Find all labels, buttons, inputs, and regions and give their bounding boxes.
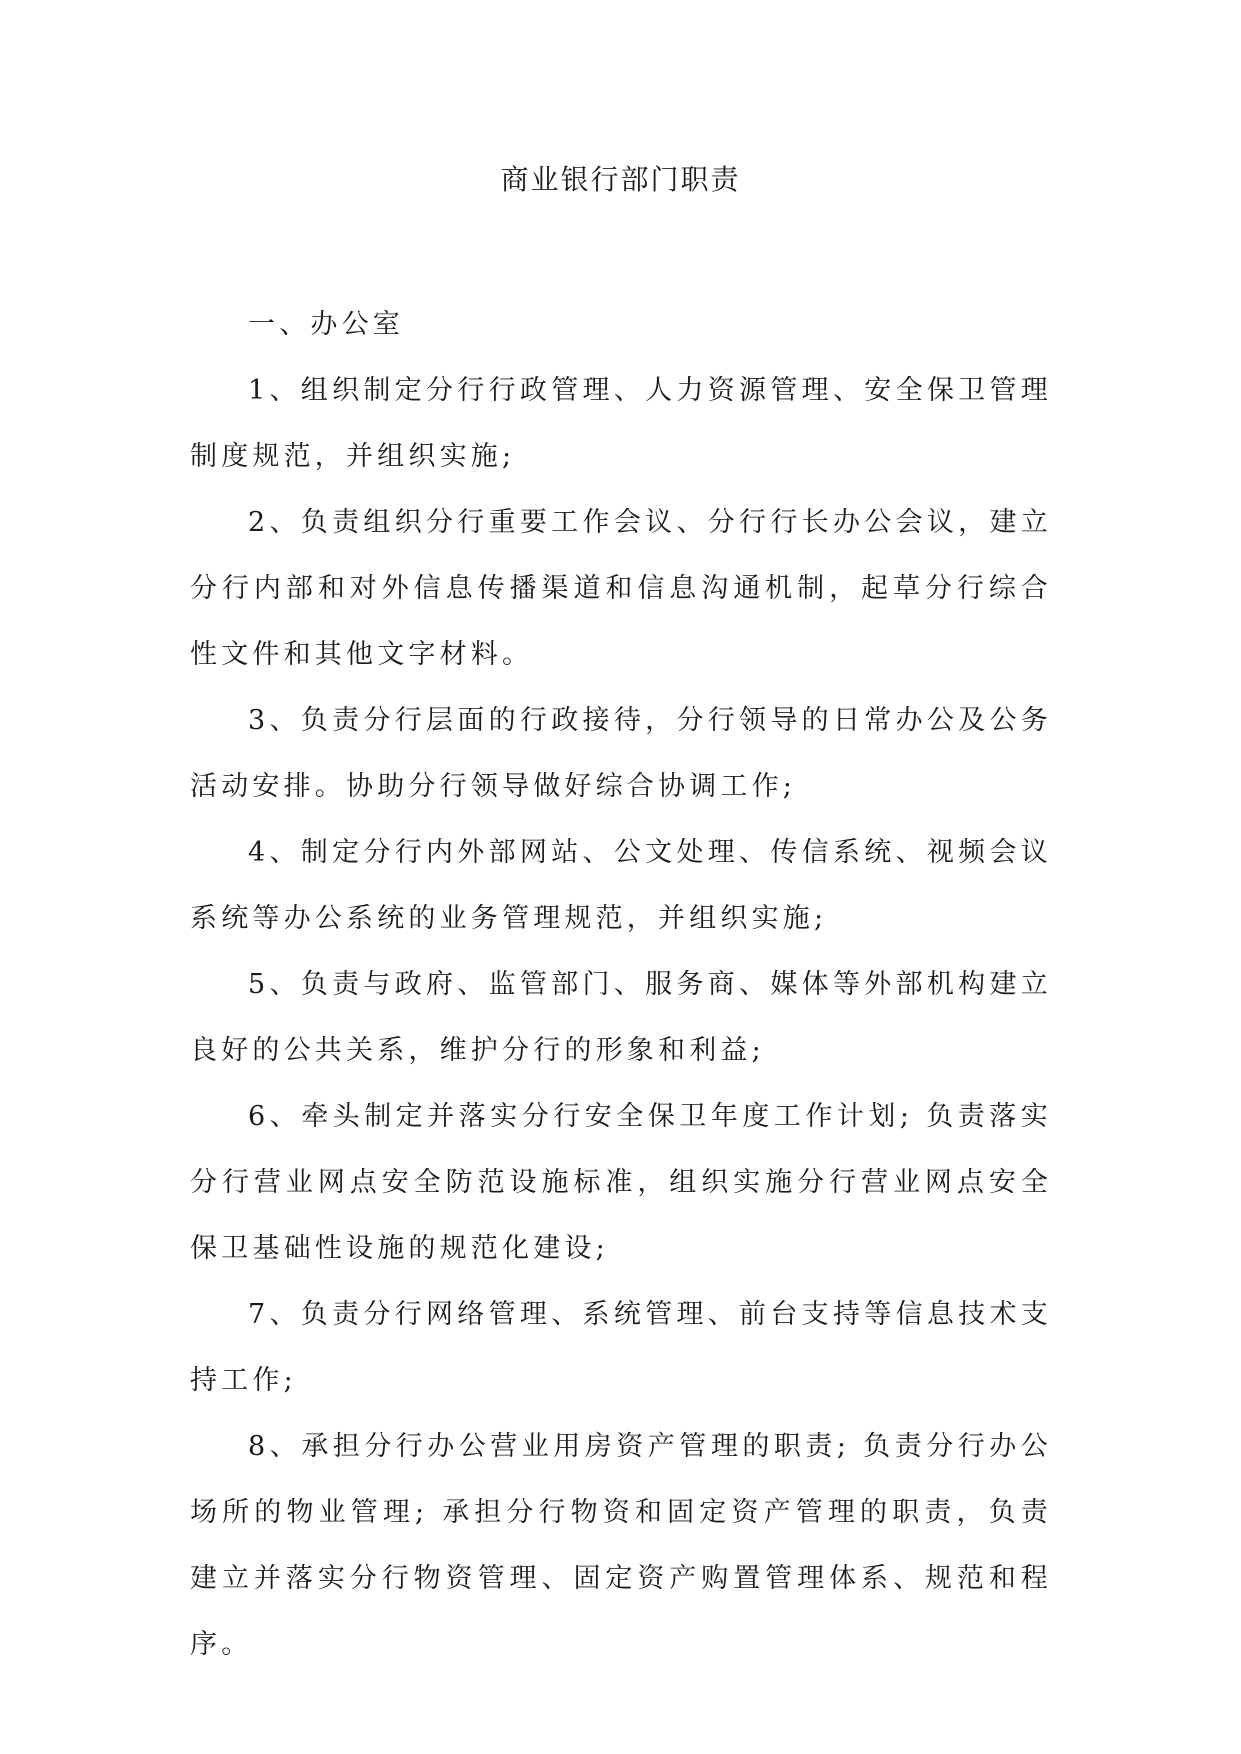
duty-item-7: 7、负责分行网络管理、系统管理、前台支持等信息技术支持工作; [190, 1299, 1052, 1396]
page-title: 商业银行部门职责 [500, 163, 741, 196]
duty-item-4: 4、制定分行内外部网站、公文处理、传信系统、视频会议系统等办公系统的业务管理规范，并组织实施; [190, 837, 1052, 934]
document-body [190, 292, 1052, 1678]
duty-item-5: 5、负责与政府、监管部门、服务商、媒体等外部机构建立良好的公共关系，维护分行的形象和利益; [190, 969, 1052, 1066]
duty-item-8: 8、承担分行办公营业用房资产管理的职责; 负责分行办公场所的物业管理; 承担分行物资和固定资产管理的职责，负责建立并落实分行物资管理、固定资产购置管理体系、规范和程序。 [190, 1431, 1052, 1660]
duty-item-2: 2、负责组织分行重要工作会议、分行行长办公会议，建立分行内部和对外信息传播渠道和信息沟通机制，起草分行综合性文件和其他文字材料。 [190, 507, 1052, 670]
duty-item-3: 3、负责分行层面的行政接待，分行领导的日常办公及公务活动安排。协助分行领导做好综合协调工作; [190, 705, 1052, 802]
duty-item-1: 1、组织制定分行行政管理、人力资源管理、安全保卫管理制度规范，并组织实施; [190, 375, 1052, 472]
section-heading-office: 一、办公室 [248, 309, 404, 340]
duty-item-6: 6、牵头制定并落实分行安全保卫年度工作计划; 负责落实分行营业网点安全防范设施标准，组织实施分行营业网点安全保卫基础性设施的规范化建设; [190, 1101, 1052, 1264]
